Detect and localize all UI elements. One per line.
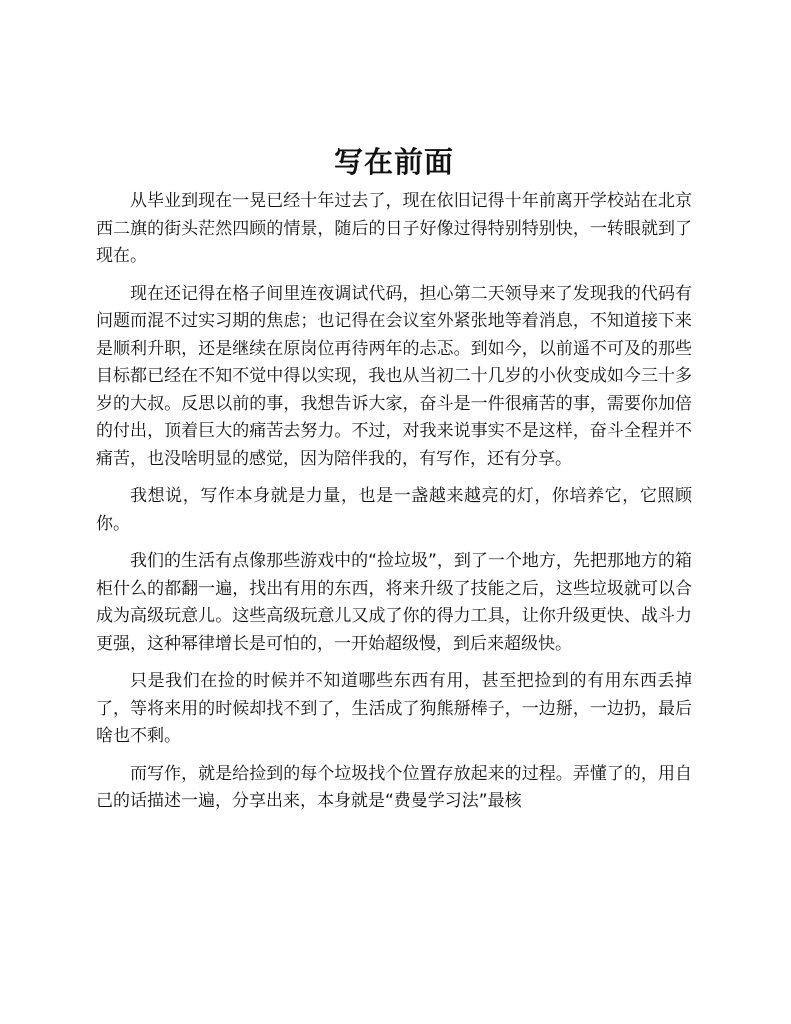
paragraph: 从毕业到现在一晃已经十年过去了，现在依旧记得十年前离开学校站在北京西二旗的街头茫然四顾的情景，随后的日子好像过得特别特别快，一转眼就到了现在。 xyxy=(96,191,692,266)
paragraph: 现在还记得在格子间里连夜调试代码，担心第二天领导来了发现我的代码有问题而混不过实习期的焦虑；也记得在会议室外紧张地等着消息，不知道接下来是顺利升职，还是继续在原岗位再待两年的忐忑。到如今，以前遥不可及的那些目标都已经在不知不觉中得以实现，我也从当初二十几岁的小伙变成如今三十多岁的大叔。反思以前的事，我想告诉大家，奋斗是一件很痛苦的事，需要你加倍的付出，顶着巨大的痛苦去努力。不过，对我来说事实不是这样，奋斗全程并不痛苦，也没啥明显的感觉，因为陪伴我的，有写作，还有分享。 xyxy=(96,283,692,469)
paragraph: 只是我们在捡的时候并不知道哪些东西有用，甚至把捡到的有用东西丢掉了，等将来用的时候却找不到了，生活成了狗熊掰棒子，一边掰，一边扔，最后啥也不剩。 xyxy=(96,671,692,746)
paragraph: 我们的生活有点像那些游戏中的“捡垃圾”，到了一个地方，先把那地方的箱柜什么的都翻一遍，找出有用的东西，将来升级了技能之后，这些垃圾就可以合成为高级玩意儿。这些高级玩意儿又成了你的得力工具，让你升级更快、战斗力更强，这种幂律增长是可怕的，一开始超级慢，到后来超级快。 xyxy=(96,551,692,654)
paragraph: 我想说，写作本身就是力量，也是一盏越来越亮的灯，你培养它，它照顾你。 xyxy=(96,486,692,534)
paragraph: 而写作，就是给捡到的每个垃圾找个位置存放起来的过程。弄懂了的，用自己的话描述一遍，分享出来，本身就是“费曼学习法”最核 xyxy=(96,763,692,811)
document-page xyxy=(96,140,692,826)
page-title: 写在前面 xyxy=(333,145,454,179)
